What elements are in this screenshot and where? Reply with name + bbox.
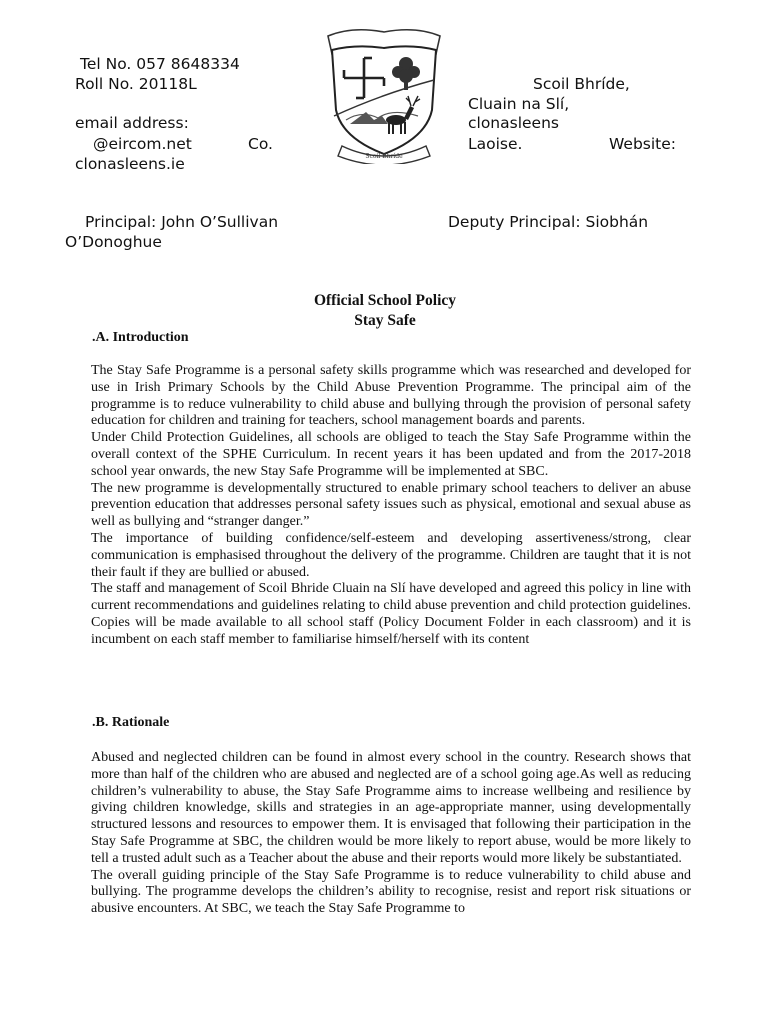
crest-motto: Scoil Bhríde	[365, 153, 403, 160]
paragraph: The new programme is developmentally structured to enable primary school teachers to deliver an abuse prevention education that addresses personal safety issues such as physical, emotional and sexual abuse as well as bullying and “stranger danger.”	[91, 480, 691, 530]
email-label: email address:	[75, 114, 189, 132]
paragraph: The Stay Safe Programme is a personal safety skills programme which was researched and developed for use in Irish Primary Schools by the Child Abuse Prevention Programme. The principal aim of the programme is to reduce vulnerability to child abuse and bullying through the provision of personal safety education for children and training for teachers, school management boards and parents.	[91, 363, 691, 429]
paragraph: The importance of building confidence/self-esteem and developing assertiveness/strong, clear communication is emphasised throughout the delivery of the programme. Children are taught that it is not their fault if they are bullied or abused.	[91, 530, 691, 580]
email-domain: clonasleens.ie	[75, 155, 185, 173]
school-crest-icon	[322, 24, 446, 164]
deputy-surname: O’Donoghue	[65, 233, 162, 251]
email-host: @eircom.net	[93, 135, 192, 153]
section-a-body	[91, 363, 691, 649]
paragraph: The overall guiding principle of the Stay Safe Programme is to reduce vulnerability to child abuse and bullying. The programme develops the children’s ability to recognise, resist and report risk situations or abusive encounters. At SBC, we teach the Stay Safe Programme to	[91, 867, 691, 917]
section-a-heading: .A. Introduction	[92, 330, 189, 345]
tel-number: Tel No. 057 8648334	[80, 55, 240, 73]
website-label: Website:	[609, 135, 677, 153]
school-name: Scoil Bhríde,	[533, 75, 630, 93]
section-b-heading: .B. Rationale	[92, 715, 170, 730]
principal-name: Principal: John O’Sullivan	[85, 213, 279, 231]
document-title: Official School Policy	[313, 292, 457, 309]
address-line3: Laoise.	[468, 135, 523, 153]
paragraph: The staff and management of Scoil Bhride Cluain na Slí have developed and agreed this policy in line with current recommendations and guidelines relating to child abuse prevention and child protection guidelines. Copies will be made available to all school staff (Policy Document Folder in each classroom) and it is incumbent on each staff member to familiarise himself/herself with its content	[91, 581, 691, 647]
paragraph: Under Child Protection Guidelines, all schools are obliged to teach the Stay Safe Programme within the overall context of the SPHE Curriculum. In recent years it has been updated and from the 2017-2018 school year onwards, the new Stay Safe Programme will be implemented at SBC.	[91, 430, 691, 479]
section-b-body	[91, 750, 691, 918]
email-co: Co.	[248, 135, 273, 153]
paragraph: Abused and neglected children can be found in almost every school in the country. Research shows that more than half of the children who are abused and neglected are of a school going age.As well as reducing children’s vulnerability to abuse, the Stay Safe Programme aims to increase wellbeing and resilience by giving children knowledge, skills and strategies in an age-appropriate manner, using developmentally structured lessons and resources to empower them. It is envisaged that following their participation in the Stay Safe Programme at SBC, the children would be more likely to report abuse, would be more likely to tell a trusted adult such as a Teacher about the abuse and their reports would more likely be substantiated.	[91, 750, 691, 866]
address-line1: Cluain na Slí,	[468, 95, 570, 113]
deputy-principal: Deputy Principal: Siobhán	[448, 213, 649, 231]
document-subtitle: Stay Safe	[354, 312, 416, 329]
address-line2: clonasleens	[468, 114, 559, 132]
roll-number: Roll No. 20118L	[75, 75, 197, 93]
